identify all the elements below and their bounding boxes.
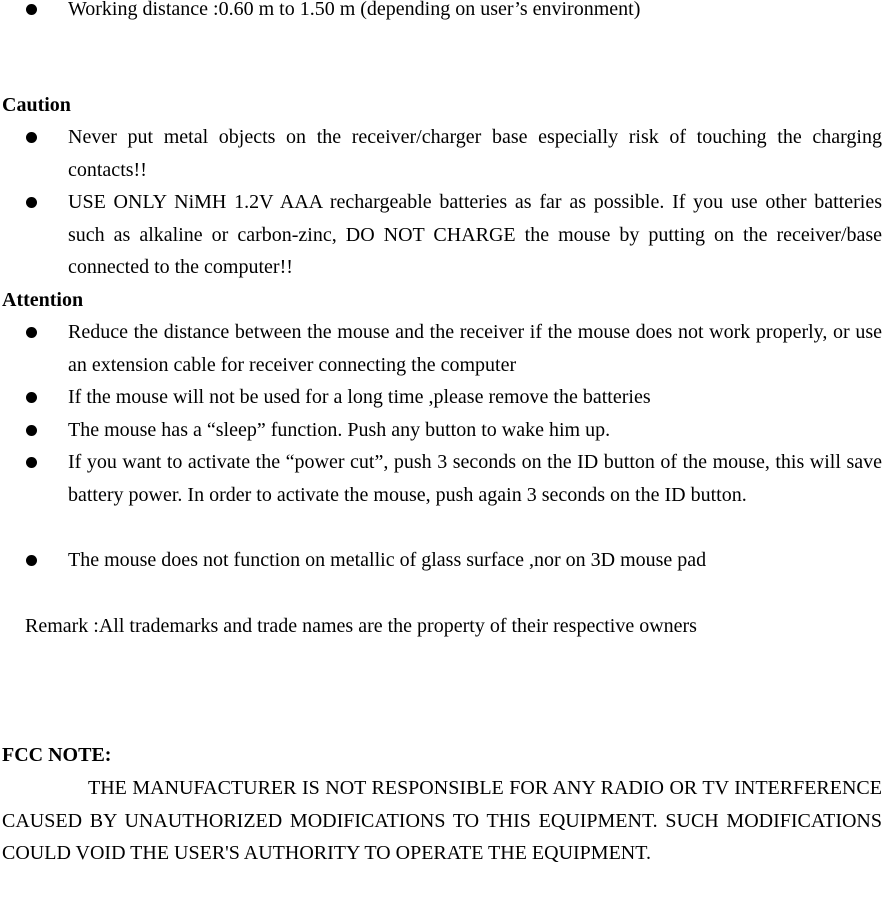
bullet-icon — [26, 555, 37, 566]
remark-text: Remark :All trademarks and trade names are the property of their respective owners — [25, 615, 697, 637]
fcc-heading: FCC NOTE: — [2, 744, 112, 766]
attention-item-surface: The mouse does not function on metallic of glass surface ,nor on 3D mouse pad — [68, 549, 707, 571]
caution-heading: Caution — [2, 94, 71, 116]
bullet-icon — [26, 457, 37, 468]
fcc-body-text: THE MANUFACTURER IS NOT RESPONSIBLE FOR ANY RADIO OR TV INTERFERENCE CAUSED BY UNAUTHORIZED MODIFICATIONS TO THIS EQUIPMENT. SUCH MODIFICATIONS COULD VOID THE USER'S AUTHORITY TO OPERATE THE EQUIPMENT. — [2, 777, 882, 864]
bullet-icon — [26, 197, 37, 208]
bullet-icon — [26, 132, 37, 143]
bullet-icon — [26, 4, 37, 15]
attention-heading: Attention — [2, 289, 84, 311]
attention-item-remove-batteries: If the mouse will not be used for a long time ,please remove the batteries — [68, 386, 651, 408]
caution-item-metal-objects: Never put metal objects on the receiver/charger base especially risk of touching the charging contacts!! — [68, 126, 882, 181]
bullet-icon — [26, 425, 37, 436]
attention-item-sleep: The mouse has a “sleep” function. Push any button to wake him up. — [68, 419, 611, 441]
attention-item-power-cut: If you want to activate the “power cut”, push 3 seconds on the ID button of the mouse, this will save battery power. In order to activate the mouse, push again 3 seconds on the ID button. — [68, 451, 882, 506]
attention-item-distance: Reduce the distance between the mouse and the receiver if the mouse does not work properly, or use an extension cable for receiver connecting the computer — [68, 321, 882, 376]
bullet-icon — [26, 392, 37, 403]
bullet-icon — [26, 327, 37, 338]
caution-item-batteries: USE ONLY NiMH 1.2V AAA rechargeable batteries as far as possible. If you use other batteries such as alkaline or carbon-zinc, DO NOT CHARGE the mouse by putting on the receiver/base connected to the computer!! — [68, 191, 882, 278]
working-distance-item: Working distance :0.60 m to 1.50 m (depending on user’s environment) — [68, 0, 641, 20]
